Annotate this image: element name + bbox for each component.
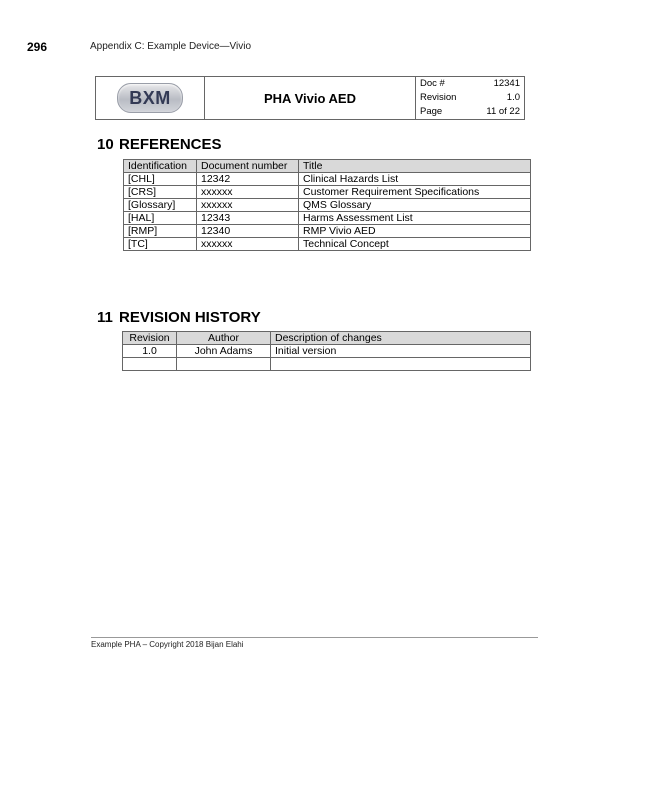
table-cell: 1.0: [123, 345, 177, 358]
running-head: Appendix C: Example Device—Vivio: [90, 41, 252, 52]
meta-row-page: [416, 105, 524, 119]
bxm-logo: BXM: [117, 83, 183, 113]
meta-label: Revision: [420, 92, 457, 103]
table-cell: [123, 358, 177, 371]
meta-value: 1.0: [506, 92, 520, 103]
column-header: Revision: [123, 332, 177, 345]
revision-history-table: [122, 331, 531, 371]
table-row: [123, 345, 531, 358]
column-header: Document number: [197, 160, 299, 173]
table-cell: xxxxxx: [197, 186, 299, 199]
section-number: 11: [97, 309, 113, 326]
column-header: Author: [177, 332, 271, 345]
footer-copyright: Example PHA – Copyright 2018 Bijan Elahi: [91, 640, 244, 649]
section-heading-revision-history: [97, 309, 261, 326]
table-cell: xxxxxx: [197, 199, 299, 212]
document-title: PHA Vivio AED: [205, 77, 416, 120]
table-cell: xxxxxx: [197, 238, 299, 251]
table-cell: [TC]: [124, 238, 197, 251]
table-cell: QMS Glossary: [299, 199, 531, 212]
section-number: 10: [97, 136, 114, 153]
table-cell: [HAL]: [124, 212, 197, 225]
table-cell: RMP Vivio AED: [299, 225, 531, 238]
table-cell: [Glossary]: [124, 199, 197, 212]
table-cell: 12343: [197, 212, 299, 225]
table-header-row: [123, 332, 531, 345]
logo-cell: [96, 77, 205, 120]
table-cell: Customer Requirement Specifications: [299, 186, 531, 199]
meta-label: Doc #: [420, 78, 445, 89]
table-cell: Technical Concept: [299, 238, 531, 251]
table-cell: Initial version: [271, 345, 531, 358]
document-header-table: [95, 76, 525, 120]
table-cell: [271, 358, 531, 371]
table-cell: Clinical Hazards List: [299, 173, 531, 186]
table-row: [124, 212, 531, 225]
page-number: 296: [27, 40, 48, 54]
meta-row-doc: [416, 77, 524, 91]
table-row: [124, 186, 531, 199]
section-title: REVISION HISTORY: [119, 309, 261, 326]
references-table: [123, 159, 531, 251]
section-title: REFERENCES: [119, 136, 222, 153]
table-row: [124, 173, 531, 186]
table-cell: [CRS]: [124, 186, 197, 199]
meta-row-revision: [416, 91, 524, 105]
table-header-row: [124, 160, 531, 173]
meta-value: 12341: [493, 78, 520, 89]
meta-value: 11 of 22: [486, 106, 520, 117]
table-cell: 12340: [197, 225, 299, 238]
table-cell: [177, 358, 271, 371]
section-heading-references: [97, 136, 222, 153]
table-cell: John Adams: [177, 345, 271, 358]
table-row: [124, 225, 531, 238]
table-cell: Harms Assessment List: [299, 212, 531, 225]
document-meta: [416, 77, 525, 120]
table-cell: [RMP]: [124, 225, 197, 238]
table-row: [124, 238, 531, 251]
table-cell: 12342: [197, 173, 299, 186]
table-cell: [CHL]: [124, 173, 197, 186]
meta-label: Page: [420, 106, 443, 117]
column-header: Description of changes: [271, 332, 531, 345]
column-header: Identification: [124, 160, 197, 173]
table-row: [124, 199, 531, 212]
table-row: [123, 358, 531, 371]
column-header: Title: [299, 160, 531, 173]
footer-divider: [91, 637, 538, 638]
